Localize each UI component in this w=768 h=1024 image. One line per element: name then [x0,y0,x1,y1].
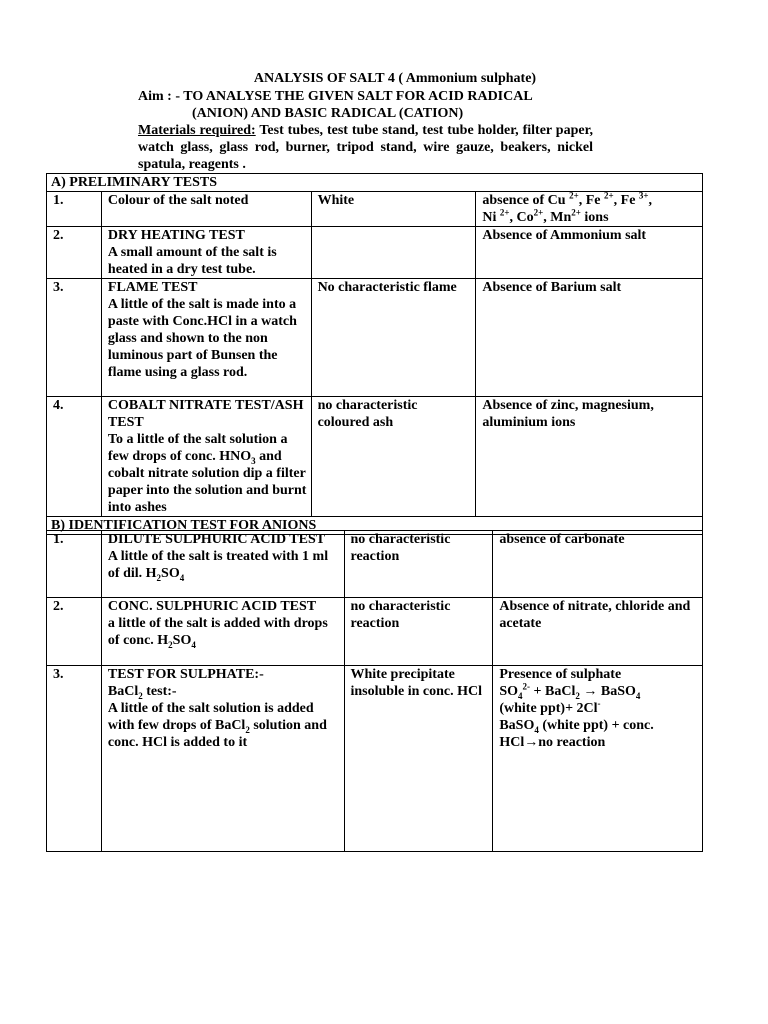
experiment-text-part: BaCl [107,684,139,699]
experiment-cell [101,531,344,598]
observation-cell: no characteristic reaction [344,598,493,666]
materials-label: Materials required: [138,123,256,138]
inference-cell: Absence of Barium salt [476,279,703,397]
observation-cell [311,227,476,279]
experiment-text: A little of the salt is treated with 1 ml of dil. $H_2SO_4$ [107,549,329,583]
experiment-text: A little of the salt solution is added with few drops of BaCl$_2$ solution and conc. HCl is added to it [107,701,327,750]
aim-line-2: (ANION) AND BASIC RADICAL (CATION) [192,106,464,121]
row-number: 1. [47,192,102,227]
experiment-title: DRY HEATING TEST [107,228,245,243]
row-number: 2. [47,598,102,666]
experiment-cell [101,227,311,279]
inference-line: $SO_4^{2-}$ + BaCl$_2$ → BaSO$_4$ [499,681,641,701]
row-number: 2. [47,227,102,279]
observation-cell: White precipitate insoluble in conc. HCl [344,666,493,852]
observation-cell: no characteristic coloured ash [311,397,476,517]
table-row [47,397,703,517]
table-row [47,279,703,397]
experiment-text: To a little of the salt solution a few drops of conc. $HNO_3$ and cobalt nitrate solution dip a filter paper into the solution and burnt into ashes [107,432,307,515]
experiment-text: a little of the salt is added with drops of conc. $H_2SO_4$ [107,616,328,650]
experiment-subtitle: BaCl$_2$ test:- [107,684,177,701]
row-number: 1. [47,531,102,598]
inference-line: BaSO$_4$ (white ppt) + conc. HCl→no reaction [499,718,654,750]
experiment-text-part: To a little of the salt solution a few drops of conc. HNO [107,432,288,464]
row-number: 4. [47,397,102,517]
anion-table [46,530,703,852]
inference-line: Presence of sulphate [499,667,622,682]
experiment-title: COBALT NITRATE TEST/ASH TEST [107,398,304,430]
analysis-table [46,173,703,535]
section-a-heading: A) PRELIMINARY TESTS [47,174,703,192]
inference-cell: Absence of nitrate, chloride and acetate [493,598,703,666]
table-row [47,666,703,852]
inference-cell: Absence of Ammonium salt [476,227,703,279]
inference-cell: Absence of zinc, magnesium, aluminium ions [476,397,703,517]
experiment-text-part: A little of the salt is treated with 1 ml of dil. H [107,549,329,581]
experiment-cell [101,279,311,397]
table-row [47,227,703,279]
inference-cell: absence of carbonate [493,531,703,598]
experiment-title: DILUTE SULPHURIC ACID TEST [107,532,326,547]
table-row [47,192,703,227]
row-number: 3. [47,666,102,852]
experiment-text-part: test:- [142,684,177,699]
materials-text: Test tubes, test tube stand, test tube holder, filter paper, watch glass, glass rod, burner, tripod stand, wire gauze, beakers, nickel spatula, reagents . [138,123,593,172]
experiment-title: FLAME TEST [107,280,198,295]
row-number: 3. [47,279,102,397]
experiment-text-part: a little of the salt is added with drops of conc. H [107,616,328,648]
observation-cell: no characteristic reaction [344,531,493,598]
experiment-title: TEST FOR SULPHATE:- [107,667,264,682]
experiment-cell [101,666,344,852]
materials-paragraph [138,122,593,173]
experiment-title: CONC. SULPHURIC ACID TEST [107,599,317,614]
observation-cell: No characteristic flame [311,279,476,397]
observation-cell: White [311,192,476,227]
section-a-heading-row [47,174,703,192]
experiment-text-part: and cobalt nitrate solution dip a filter paper into the solution and burnt into ashes [107,449,307,515]
page-title: ANALYSIS OF SALT 4 ( Ammonium sulphate) [253,71,537,86]
experiment-text: A little of the salt is made into a paste with Conc.HCl in a watch glass and shown to the non luminous part of Bunsen the flame using a glass rod. [107,297,297,380]
section-b-heading: B) IDENTIFICATION TEST FOR ANIONS [47,517,703,535]
inference-cell: absence of Cu $^{2+}$, Fe $^{2+}$, Fe $^{3+}$, Ni $^{2+}$, $Co^{2+}$, $Mn^{2+}$ ions [476,192,703,227]
inference-cell [493,666,703,852]
experiment-cell [101,598,344,666]
inference-line: (white ppt)+ 2Cl- [499,698,601,716]
table-row [47,531,703,598]
experiment-text-part: solution and conc. HCl is added to it [107,718,327,750]
aim-line-1: Aim : - TO ANALYSE THE GIVEN SALT FOR ACID RADICAL [138,89,533,104]
table-row [47,598,703,666]
experiment-text-part: A little of the salt solution is added with few drops of BaCl [107,701,314,733]
experiment-text: A small amount of the salt is heated in a dry test tube. [107,245,277,277]
experiment-cell [101,397,311,517]
experiment-cell: Colour of the salt noted [101,192,311,227]
